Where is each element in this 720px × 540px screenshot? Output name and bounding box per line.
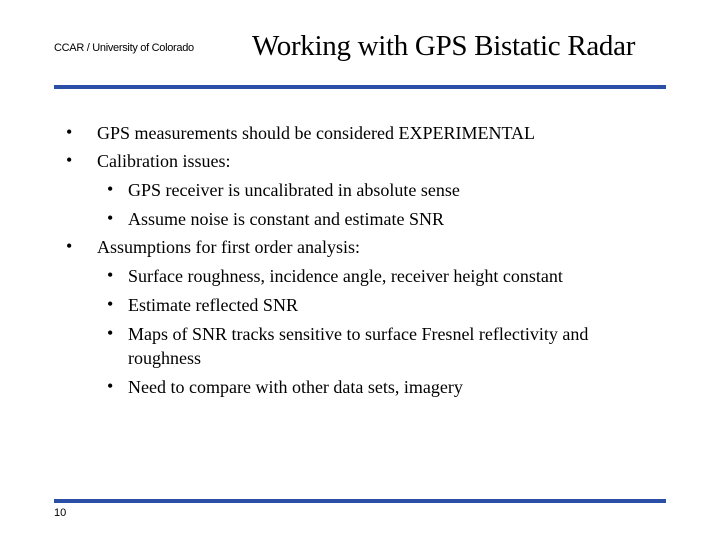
sub-bullet-item: Maps of SNR tracks sensitive to surface Fresnel reflectivity and (128, 324, 589, 344)
sub-bullet-item: GPS receiver is uncalibrated in absolute sense (128, 180, 460, 200)
sub-bullet-marker: • (107, 179, 114, 199)
bullet-marker: • (66, 150, 73, 170)
top-divider (54, 85, 666, 89)
bullet-item: Assumptions for first order analysis: (97, 237, 360, 257)
sub-bullet-item: Need to compare with other data sets, imagery (128, 377, 463, 397)
bullet-marker: • (66, 122, 73, 142)
sub-bullet-marker: • (107, 265, 114, 285)
sub-bullet-marker: • (107, 323, 114, 343)
sub-bullet-marker: • (107, 208, 114, 228)
sub-bullet-item: Surface roughness, incidence angle, receiver height constant (128, 266, 563, 286)
organization-label: CCAR / University of Colorado (54, 42, 194, 54)
bullet-item: Calibration issues: (97, 151, 231, 171)
sub-bullet-continuation: roughness (128, 348, 201, 368)
sub-bullet-marker: • (107, 294, 114, 314)
bullet-item: GPS measurements should be considered EXPERIMENTAL (97, 123, 535, 143)
bullet-marker: • (66, 236, 73, 256)
sub-bullet-item: Assume noise is constant and estimate SNR (128, 209, 444, 229)
sub-bullet-item: Estimate reflected SNR (128, 295, 298, 315)
page-number: 10 (54, 507, 67, 519)
slide-title: Working with GPS Bistatic Radar (252, 30, 636, 62)
bottom-divider (54, 499, 666, 503)
sub-bullet-marker: • (107, 376, 114, 396)
